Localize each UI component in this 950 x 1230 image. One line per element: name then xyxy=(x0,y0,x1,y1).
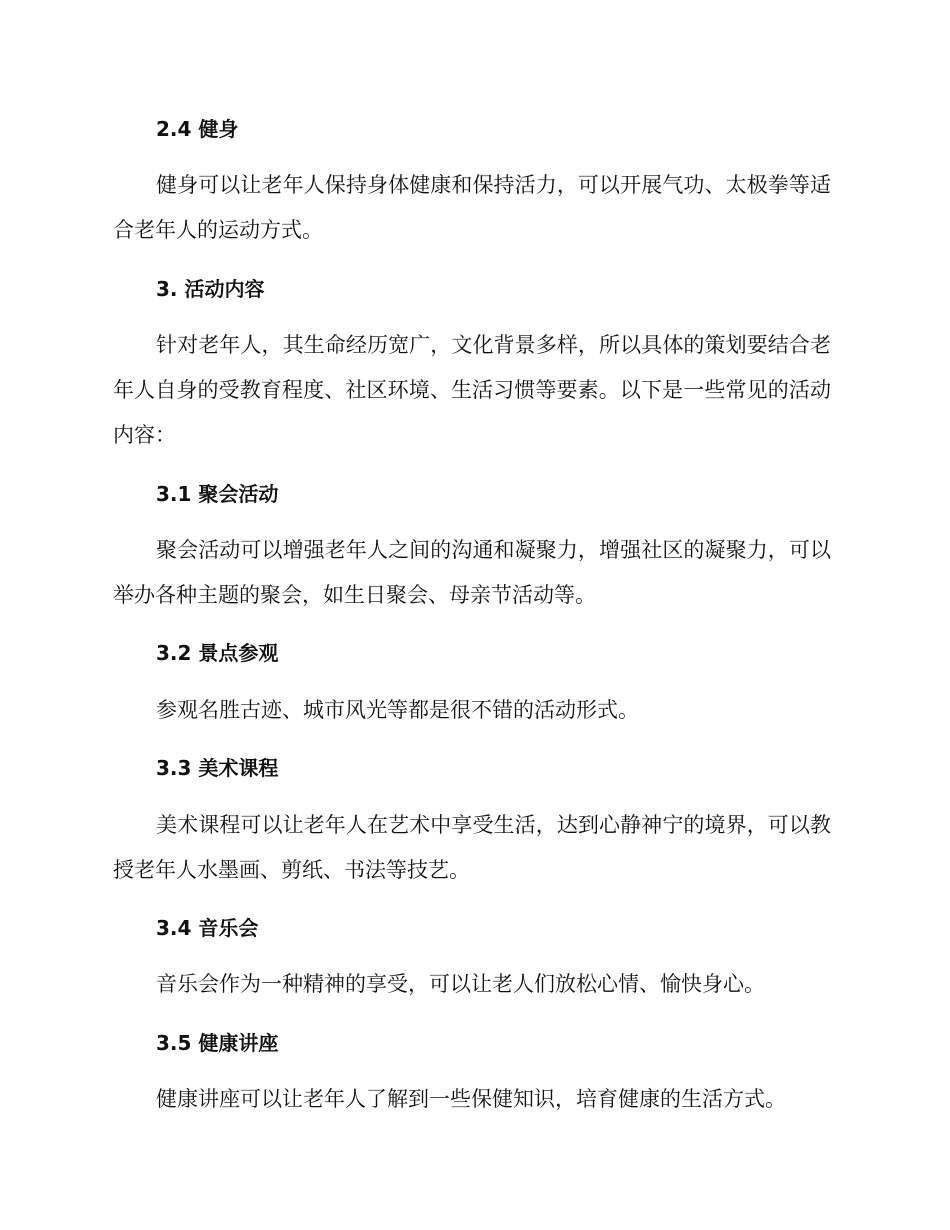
section-heading-3-3: 3.3 美术课程 xyxy=(156,756,279,780)
section-paragraph-2-4: 健身可以让老年人保持身体健康和保持活力，可以开展气功、太极拳等适合老年人的运动方式。 xyxy=(113,173,831,242)
section-heading-3-5: 3.5 健康讲座 xyxy=(156,1031,279,1055)
section-heading-3-1: 3.1 聚会活动 xyxy=(156,482,279,506)
section-paragraph-3-4: 音乐会作为一种精神的享受，可以让老人们放松心情、愉快身心。 xyxy=(156,972,765,996)
section-paragraph-3-3: 美术课程可以让老年人在艺术中享受生活，达到心静神宁的境界，可以教授老年人水墨画、剪纸、书法等技艺。 xyxy=(113,813,831,882)
section-heading-2-4: 2.4 健身 xyxy=(156,117,239,141)
section-heading-3-4: 3.4 音乐会 xyxy=(156,916,259,940)
section-heading-3-2: 3.2 景点参观 xyxy=(156,641,279,665)
section-paragraph-3-1: 聚会活动可以增强老年人之间的沟通和凝聚力，增强社区的凝聚力，可以举办各种主题的聚会，如生日聚会、母亲节活动等。 xyxy=(113,538,831,607)
section-paragraph-3-2: 参观名胜古迹、城市风光等都是很不错的活动形式。 xyxy=(156,698,639,722)
section-paragraph-3: 针对老年人，其生命经历宽广，文化背景多样，所以具体的策划要结合老年人自身的受教育程度、社区环境、生活习惯等要素。以下是一些常见的活动内容： xyxy=(113,333,831,447)
section-heading-3: 3. 活动内容 xyxy=(156,277,265,301)
section-paragraph-3-5: 健康讲座可以让老年人了解到一些保健知识，培育健康的生活方式。 xyxy=(156,1087,786,1111)
